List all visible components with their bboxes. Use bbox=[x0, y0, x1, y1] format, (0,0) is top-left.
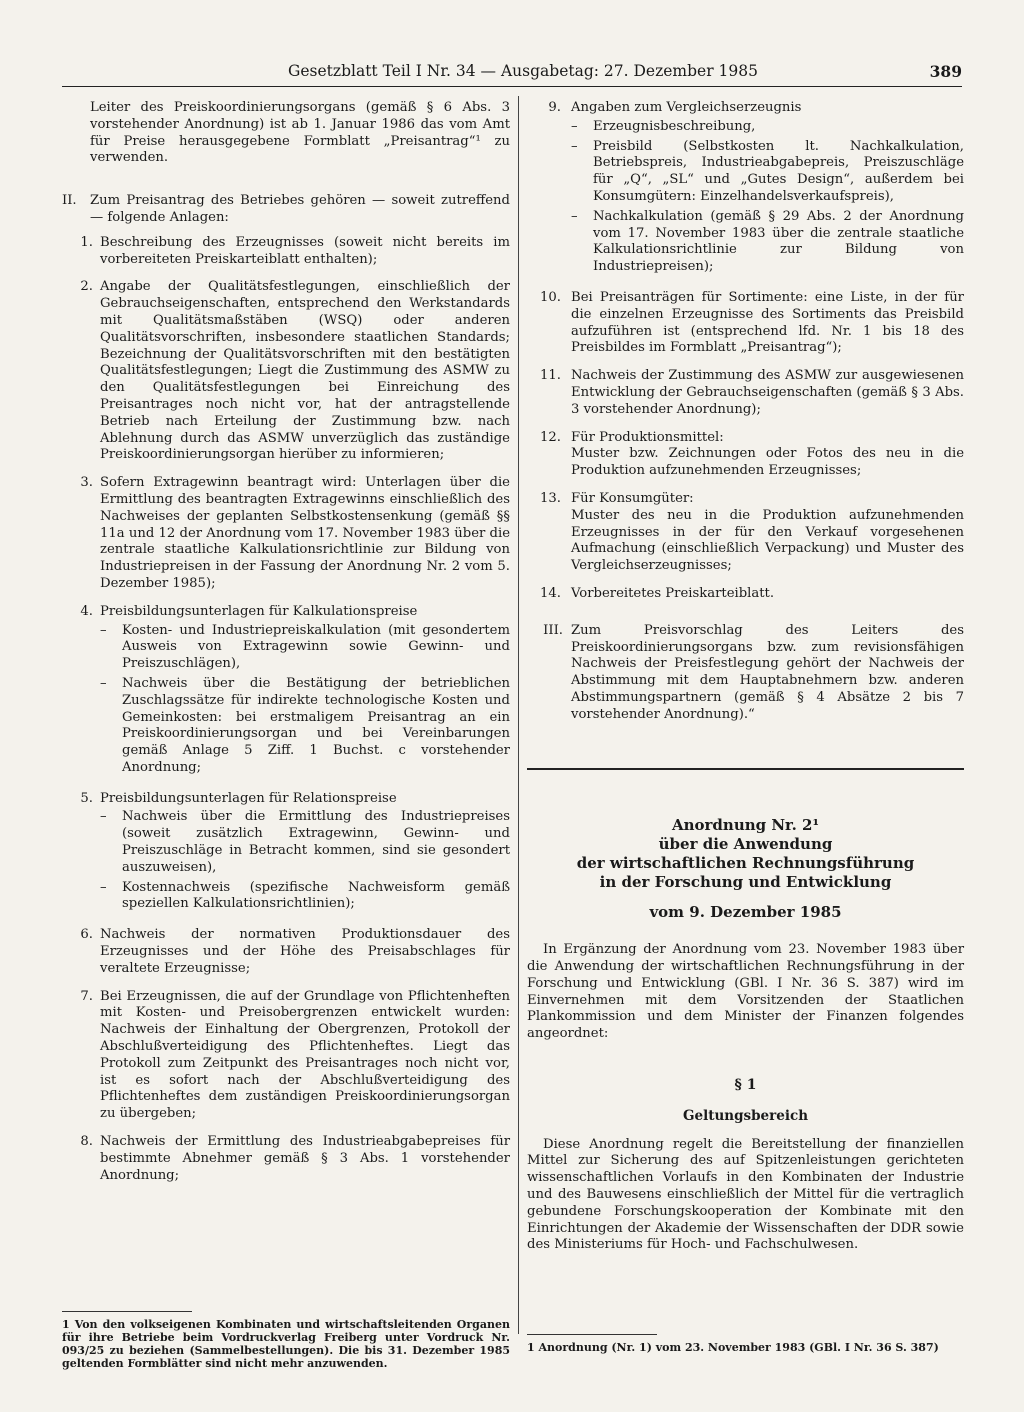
item-number: 1. bbox=[80, 234, 93, 250]
dash-item: – Erzeugnisbeschreibung, bbox=[571, 119, 964, 136]
dash-item: – Nachkalkulation (gemäß § 29 Abs. 2 der Anordnung vom 17. November 1983 über die zentrale staatliche Kalkulationsrichtlinie zur Bildung von Industriepreisen); bbox=[571, 208, 964, 275]
list-item bbox=[527, 430, 964, 480]
dash-text: Preisbild (Selbstkosten lt. Nachkalkulation, Betriebspreis, Industrieabgabepreis, Preiszuschläge für „Q“, „SL“ und „Gutes Design“, außerdem bei Konsumgütern: Einzelhandelsverkaufspreis), bbox=[593, 138, 964, 204]
list-item bbox=[527, 491, 964, 575]
footnote-text: 1 Anordnung (Nr. 1) vom 23. November 1983 (GBl. I Nr. 36 S. 387) bbox=[527, 1341, 939, 1354]
dash-item: – Kosten- und Industriepreiskalkulation (mit gesondertem Ausweis von Extragewinn sowie Gewinn- und Preiszuschlägen), bbox=[100, 622, 510, 672]
preamble-paragraph: In Ergänzung der Anordnung vom 23. November 1983 über die Anwendung der wirtschaftlichen Rechnungsführung in der Forschung und Entwicklung (GBl. I Nr. 36 S. 387) wird im Einvernehmen mit dem Vorsitzenden der Staatlichen Plankommission und dem Minister der Finanzen folgendes angeordnet: bbox=[527, 942, 964, 1042]
footnote-rule bbox=[62, 1311, 192, 1312]
item-number: 3. bbox=[80, 475, 93, 491]
list-item bbox=[527, 100, 964, 279]
list-item bbox=[62, 989, 510, 1123]
intro-paragraph: Leiter des Preiskoordinierungsorgans (gemäß § 6 Abs. 3 vorstehender Anordnung) ist ab 1. Januar 1986 das vom Amt für Preise herausgegebene Formblatt „Preisantrag“¹ zu verwenden. bbox=[90, 100, 510, 166]
item-text: Für Konsumgüter: bbox=[571, 490, 694, 506]
item-number: 10. bbox=[540, 289, 561, 305]
section-separator bbox=[527, 768, 964, 770]
item-text: Angabe der Qualitätsfestlegungen, einschließlich der Gebrauchseigenschaften, entsprechend den Werkstandards mit Qualitätsmaßstäben (WSQ) oder anderen Qualitätsvorschriften, insbesondere staatlichen Standards; Bezeichnung der Qualitätsvorschriften mit den bestätigten Qualitätsfestlegungen; Liegt die Zustimmung des ASMW zu den Qualitätsfestlegungen bei Einreichung des Preisantrages noch nicht vor, hat der antragstellende Betrieb nach Erteilung der Zustimmung bzw. nach Ablehnung durch das ASMW unverzüglich das zuständige Preiskoordinierungsorgan hierüber zu informieren; bbox=[100, 279, 510, 463]
dash-text: Nachweis über die Bestätigung der betrieblichen Zuschlagssätze für indirekte technologische Kosten und Gemeinkosten: bei erstmaligem Preisantrag an ein Preiskoordinierungsorgan und bei Vereinbarungen gemäß Anlage 5 Ziff. 1 Buchst. c vorstehender Anordnung; bbox=[122, 675, 510, 775]
item-number: 4. bbox=[80, 603, 93, 619]
paragraph-heading: Geltungsbereich bbox=[682, 1107, 809, 1124]
item-text: Bei Erzeugnissen, die auf der Grundlage von Pflichtenheften mit Kosten- und Preisobergrenzen entwickelt wurden: Nachweis der Einhaltung der Obergrenzen, Protokoll der Abschlußverteidigung des Pflichtenheftes. Liegt das Protokoll zum Zeitpunkt des Preisantrages noch nicht vor, ist es sofort nach der Abschlußverteidigung des Pflichtenheftes dem zuständigen Preiskoordinierungsorgan zu übergeben; bbox=[100, 988, 510, 1122]
page-number: 389 bbox=[929, 62, 962, 81]
footnote-left bbox=[62, 1311, 510, 1370]
left-column bbox=[62, 100, 510, 1195]
item-number: 6. bbox=[80, 927, 93, 943]
footnote-text: 1 Von den volkseigenen Kombinaten und wirtschaftsleitenden Organen für ihre Betriebe beim Vordruckverlag Freiberg unter Vordruck Nr. 093/25 zu beziehen (Sammelbestellungen). Die bis 31. Dezember 1985 geltenden Formblätter sind nicht mehr anzuwenden. bbox=[62, 1318, 510, 1370]
dash-item: – Nachweis über die Ermittlung des Industriepreises (soweit zusätzlich Extragewinn, Gewinn- und Preiszuschläge in Betracht kommen, sind sie gesondert auszuweisen), bbox=[100, 809, 510, 875]
item-number: 13. bbox=[540, 490, 561, 506]
ordinance-title-line: in der Forschung und Entwicklung bbox=[599, 872, 892, 891]
list-item bbox=[62, 1134, 510, 1184]
item-text: Preisbildungsunterlagen für Kalkulationspreise bbox=[100, 603, 418, 619]
item-text: Bei Preisanträgen für Sortimente: eine Liste, in der für die einzelnen Erzeugnisse des Sortiments das Preisbild aufzuführen ist (entsprechend lfd. Nr. 1 bis 18 des Preisbildes im Formblatt „Preisantrag“); bbox=[571, 289, 964, 356]
item-number: 11. bbox=[540, 368, 561, 384]
list-item bbox=[62, 791, 510, 917]
header-title: Gesetzblatt Teil I Nr. 34 — Ausgabetag: 27. Dezember 1985 bbox=[288, 62, 759, 80]
item-text: Nachweis der Zustimmung des ASMW zur ausgewiesenen Entwicklung der Gebrauchseigenschaften (gemäß § 3 Abs. 3 vorstehender Anordnung); bbox=[571, 368, 964, 417]
item-text: Für Produktionsmittel: bbox=[571, 429, 724, 445]
item-text: Preisbildungsunterlagen für Relationspreise bbox=[100, 790, 397, 806]
dash-text: Nachweis über die Ermittlung des Industriepreises (soweit zusätzlich Extragewinn, Gewinn- und Preiszuschläge in Betracht kommen, sind sie gesondert auszuweisen), bbox=[122, 809, 510, 875]
section-number: III. bbox=[543, 622, 563, 638]
list-item bbox=[527, 586, 964, 603]
paragraph-symbol: § 1 bbox=[734, 1077, 757, 1094]
paragraph-text: Diese Anordnung regelt die Bereitstellung der finanziellen Mittel zur Sicherung des auf Spitzenleistungen gerichteten wissenschaftlichen Vorlaufs in den Kombinaten der Industrie und des Bauwesens einschließlich der Mittel für die vertraglich gebundene Forschungskooperation der Kombinate mit den Einrichtungen der Akademie der Wissenschaften der DDR sowie des Ministeriums für Hoch- und Fachschulwesen. bbox=[527, 1136, 964, 1253]
dash-item: – Nachweis über die Bestätigung der betrieblichen Zuschlagssätze für indirekte technologische Kosten und Gemeinkosten: bei erstmaligem Preisantrag an ein Preiskoordinierungsorgan und bei Vereinbarungen gemäß Anlage 5 Ziff. 1 Buchst. c vorstehender Anordnung; bbox=[100, 675, 510, 775]
list-item bbox=[62, 475, 510, 593]
item-text: Sofern Extragewinn beantragt wird: Unterlagen über die Ermittlung des beantragten Extragewinns einschließlich des Nachweises der geplanten Selbstkostensenkung (gemäß §§ 11a und 12 der Anordnung vom 17. November 1983 über die zentrale staatliche Kalkulationsrichtlinie zur Bildung von Industriepreisen in der Fassung der Anordnung Nr. 2 vom 5. Dezember 1985); bbox=[100, 475, 510, 591]
dash-item: – Preisbild (Selbstkosten lt. Nachkalkulation, Betriebspreis, Industrieabgabepreis, Preiszuschläge für „Q“, „SL“ und „Gutes Design“, außerdem bei Konsumgütern: Einzelhandelsverkaufspreis), bbox=[571, 138, 964, 204]
item-number: 5. bbox=[80, 790, 93, 806]
item-number: 8. bbox=[80, 1134, 93, 1150]
ordinance-title-line: über die Anwendung bbox=[658, 834, 833, 853]
ordinance-title bbox=[527, 816, 964, 892]
dash-text: Kosten- und Industriepreiskalkulation (mit gesondertem Ausweis von Extragewinn sowie Gewinn- und Preiszuschlägen), bbox=[122, 622, 510, 672]
dash-text: Nachkalkulation (gemäß § 29 Abs. 2 der Anordnung vom 17. November 1983 über die zentrale staatliche Kalkulationsrichtlinie zur Bildung von Industriepreisen); bbox=[593, 208, 964, 275]
item-number: 14. bbox=[540, 585, 561, 601]
list-item bbox=[62, 927, 510, 977]
footnote-right bbox=[527, 1334, 964, 1354]
list-item bbox=[62, 604, 510, 780]
item-number: 12. bbox=[540, 429, 561, 445]
dash-text: Kostennachweis (spezifische Nachweisform gemäß speziellen Kalkulationsrichtlinien); bbox=[122, 879, 510, 912]
item-number: 7. bbox=[80, 988, 93, 1004]
dash-item: – Kostennachweis (spezifische Nachweisform gemäß speziellen Kalkulationsrichtlinien); bbox=[100, 879, 510, 912]
item-text: Vorbereitetes Preiskarteiblatt. bbox=[571, 585, 775, 601]
column-divider bbox=[518, 96, 519, 1334]
section-text: Zum Preisantrag des Betriebes gehören — soweit zutreffend — folgende Anlagen: bbox=[90, 193, 510, 225]
list-item bbox=[527, 290, 964, 357]
dash-text: Erzeugnisbeschreibung, bbox=[593, 118, 756, 134]
list-item bbox=[62, 235, 510, 269]
item-text: Beschreibung des Erzeugnisses (soweit nicht bereits im vorbereiteten Preiskarteiblatt enthalten); bbox=[100, 234, 510, 267]
ordinance-title-line: Anordnung Nr. 2¹ bbox=[671, 815, 820, 834]
ordinance-date: vom 9. Dezember 1985 bbox=[649, 902, 842, 921]
footnote-rule bbox=[527, 1334, 657, 1335]
item-text: Nachweis der normativen Produktionsdauer des Erzeugnisses und der Höhe des Preisabschlages für veraltete Erzeugnisse; bbox=[100, 927, 510, 976]
section-iii bbox=[527, 623, 964, 724]
item-subtext: Muster bzw. Zeichnungen oder Fotos des neu in die Produktion aufzunehmenden Erzeugnisses; bbox=[571, 446, 964, 479]
list-item bbox=[62, 279, 510, 464]
item-text: Nachweis der Ermittlung des Industrieabgabepreises für bestimmte Abnehmer gemäß § 3 Abs. 1 vorstehender Anordnung; bbox=[100, 1134, 510, 1183]
right-column bbox=[527, 100, 964, 1254]
item-text: Angaben zum Vergleichserzeugnis bbox=[571, 100, 802, 115]
section-text: Zum Preisvorschlag des Leiters des Preiskoordinierungsorgans bzw. zum revisionsfähigen Nachweis der Preisfestlegung gehört der Nachweis der Abstimmung mit dem Hauptabnehmern bzw. anderen Abstimmungspartnern (gemäß § 4 Absätze 2 bis 7 vorstehender Anordnung).“ bbox=[571, 622, 964, 722]
item-subtext: Muster des neu in die Produktion aufzunehmenden Erzeugnisses in der für den Verkauf vorgesehenen Aufmachung (einschließlich Verpackung) und Muster des Vergleichserzeugnisses; bbox=[571, 507, 964, 574]
item-number: 9. bbox=[548, 100, 561, 115]
section-ii bbox=[62, 193, 510, 227]
item-number: 2. bbox=[80, 279, 93, 295]
section-number: II. bbox=[62, 193, 77, 209]
ordinance-title-line: der wirtschaftlichen Rechnungsführung bbox=[576, 853, 915, 872]
page-header bbox=[62, 60, 962, 87]
list-item bbox=[527, 368, 964, 418]
